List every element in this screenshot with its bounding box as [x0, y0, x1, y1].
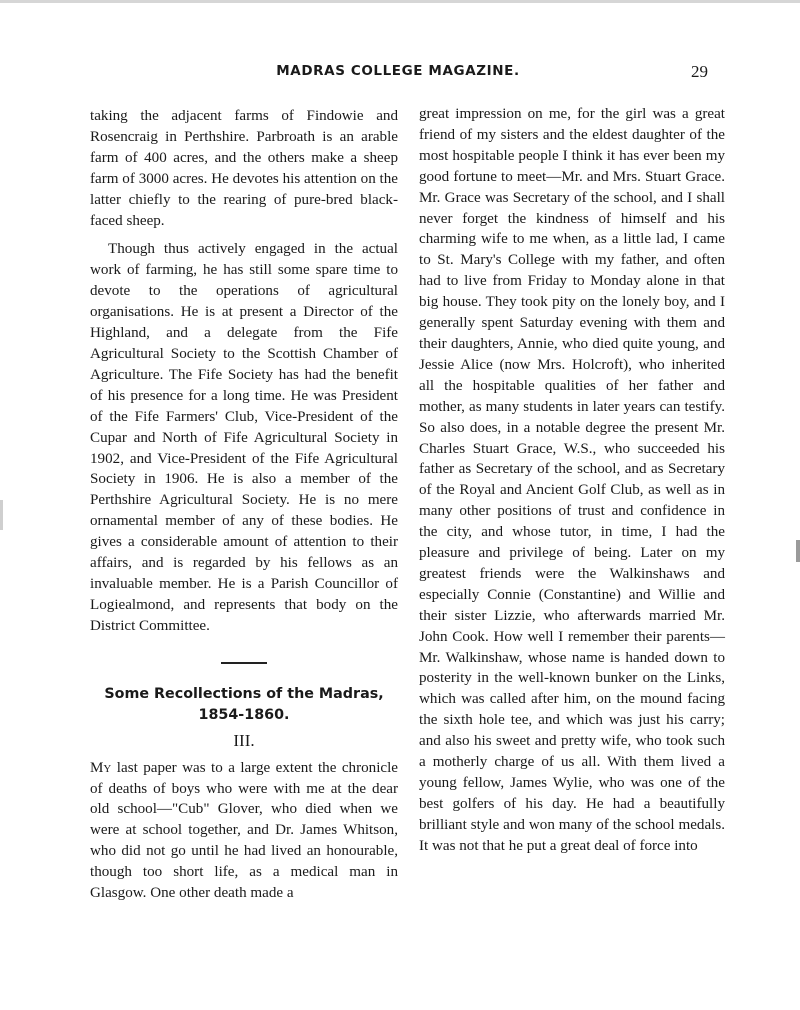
- page-number: 29: [691, 62, 708, 81]
- running-header: [88, 63, 708, 85]
- recollections-text: last paper was to a large extent the chronicle of deaths of boys who were with me at the dear old school—"Cub" Glover, who died when we were at school together, and Dr. James Whitson, who did not go until he had lived an honourable, though too short life, as a medical man in Glasgow. One other death made a: [90, 759, 398, 902]
- section-title-line-2: 1854-1860.: [198, 706, 290, 723]
- scan-top-edge: [0, 0, 800, 3]
- paragraph-continued: great impression on me, for the girl was a great friend of my sisters and the eldest daughter of the most hospitable people I think it has ever been my good fortune to meet—Mr. and Mrs. Stuart Grace. Mr. Grace was Secretary of the school, and I shall never forget the kindness of himself and his charming wife to me when, as a little lad, I came to St. Mary's College with my father, and often had to live from Friday to Monday alone in that big house. They took pity on the lonely boy, and I generally spent Saturday evening with them and their daughters, Annie, who died quite young, and Jessie Alice (now Mrs. Holcroft), who inherited all the hospitable qualities of her father and mother, as many students in later years can testify. So also does, in a notable degree the present Mr. Charles Stuart Grace, W.S., who succeeded his father as Secretary of the school, and as Secretary of the Royal and Ancient Golf Club, as well as in many other positions of trust and confidence in the city, and whose tutor, in time, I had the pleasure and privilege of being. Later on my greatest friends were the Walkinshaws and especially Connie (Constantine) and Willie and their sister Lizzie, who afterwards married Mr. John Cook. How well I remember their parents—Mr. Walkinshaw, whose name is handed down to posterity in the well-known bunker on the Links, which was called after him, on the mound facing the sixth hole tee, and which was just his carry; and also his sweet and pretty wife, who took such a motherly charge of us all. With them lived a young fellow, James Wylie, who was one of the best golfers of his day. He had a beautifully brilliant style and won many of the school medals. It was not that he put a great deal of force into: [419, 106, 725, 854]
- paragraph-farms: taking the adjacent farms of Findowie and Rosencraig in Perthshire. Parbroath is an arable farm of 400 acres, and the others make a sheep farm of 3000 acres. He devotes his attention on the latter chiefly to the rearing of pure-bred black-faced sheep.: [90, 108, 398, 229]
- scan-left-edge-mark: [0, 500, 3, 530]
- section-divider: [221, 662, 267, 664]
- opening-word: My: [90, 759, 112, 776]
- right-column: [419, 104, 725, 857]
- scan-right-edge-mark: [796, 540, 800, 562]
- left-column: [90, 106, 398, 904]
- paragraph-recollections: [90, 758, 398, 904]
- magazine-title: MADRAS COLLEGE MAGAZINE.: [276, 63, 520, 79]
- section-number: III.: [233, 730, 255, 750]
- section-title-line-1: Some Recollections of the Madras,: [104, 685, 384, 702]
- paragraph-agricultural-work: Though thus actively engaged in the actual work of farming, he has still some spare time to devote to the operations of agricultural organisations. He is at present a Director of the Highland, and a delegate from the Fife Agricultural Society to the Scottish Chamber of Agriculture. The Fife Society has had the benefit of his presence for a long time. He was President of the Fife Farmers' Club, Vice-President of the Cupar and North of Fife Agricultural Society in 1902, and Vice-President of the Fife Agricultural Society in 1906. He is also a member of the Perthshire Agricultural Society. He is no mere ornamental member of any of these bodies. He gives a considerable amount of attention to their affairs, and is regarded by his fellows as an invaluable member. He is a Parish Councillor of Logiealmond, and represents that body on the District Committee.: [90, 241, 398, 634]
